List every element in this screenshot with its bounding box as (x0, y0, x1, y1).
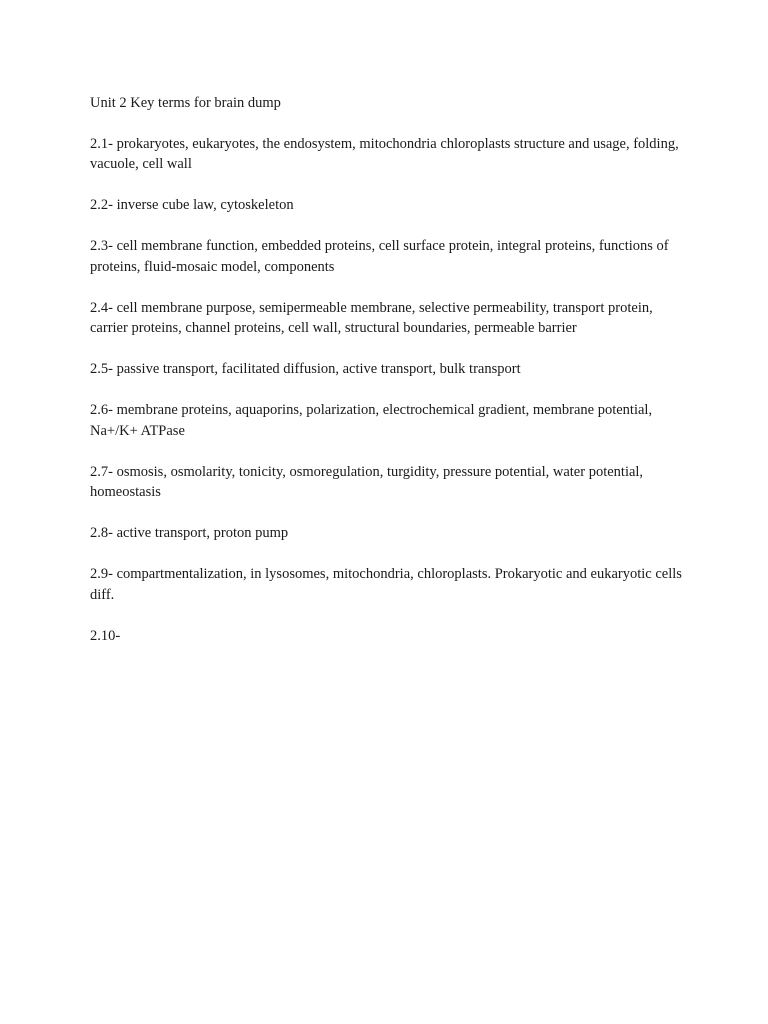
entry-2-5: 2.5- passive transport, facilitated diffusion, active transport, bulk transport (90, 361, 521, 377)
document-title: Unit 2 Key terms for brain dump (90, 95, 281, 111)
entry-2-6: 2.6- membrane proteins, aquaporins, polarization, electrochemical gradient, membrane potential, Na+/K+ ATPase (90, 402, 653, 439)
entry-2-3: 2.3- cell membrane function, embedded proteins, cell surface protein, integral proteins, functions of proteins, fluid-mosaic model, components (90, 238, 669, 275)
entry-2-7: 2.7- osmosis, osmolarity, tonicity, osmoregulation, turgidity, pressure potential, water potential, homeostasis (90, 463, 644, 500)
entry-2-2: 2.2- inverse cube law, cytoskeleton (90, 197, 294, 213)
entry-2-4: 2.4- cell membrane purpose, semipermeable membrane, selective permeability, transport protein, carrier proteins, channel proteins, cell wall, structural boundaries, permeable barrier (90, 299, 653, 336)
entry-2-1: 2.1- prokaryotes, eukaryotes, the endosystem, mitochondria chloroplasts structure and usage, folding, vacuole, cell wall (90, 135, 679, 172)
entry-2-8: 2.8- active transport, proton pump (90, 525, 289, 541)
entry-2-9: 2.9- compartmentalization, in lysosomes, mitochondria, chloroplasts. Prokaryotic and eukaryotic cells diff. (90, 566, 682, 603)
document-body (90, 93, 690, 667)
entry-2-10: 2.10- (90, 627, 121, 644)
